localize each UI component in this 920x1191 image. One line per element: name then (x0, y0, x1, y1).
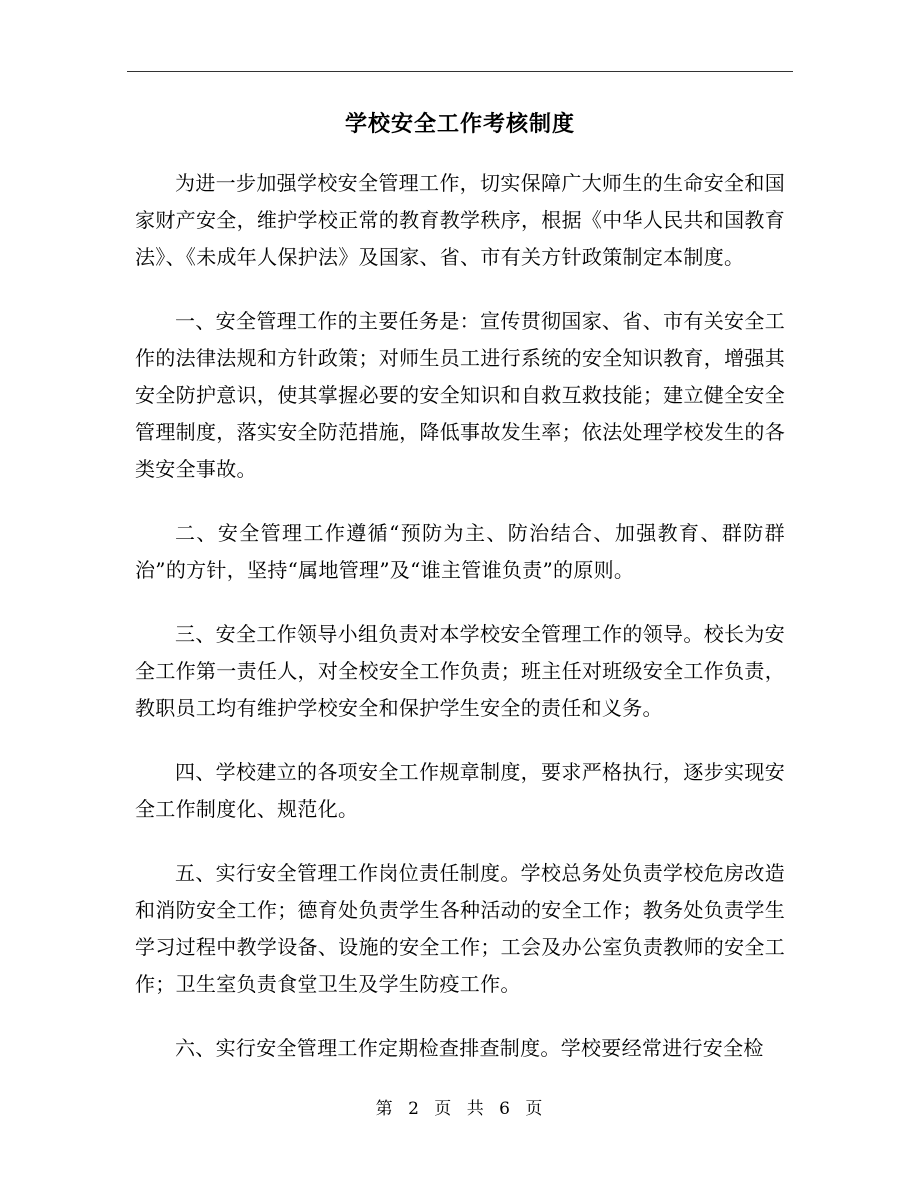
header-rule (127, 71, 793, 72)
paragraph-article-5: 五、实行安全管理工作岗位责任制度。学校总务处负责学校危房改造和消防安全工作；德育处负责学生各种活动的安全工作；教务处负责学生学习过程中教学设备、设施的安全工作；工会及办公室负责教师的安全工作；卫生室负责食堂卫生及学生防疫工作。 (135, 861, 785, 996)
paragraph-intro: 为进一步加强学校安全管理工作，切实保障广大师生的生命安全和国家财产安全，维护学校正常的教育教学秩序，根据《中华人民共和国教育法》、《未成年人保护法》及国家、省、市有关方针政策制定本制度。 (135, 171, 785, 269)
paragraph-article-2: 二、安全管理工作遵循“预防为主、防治结合、加强教育、群防群治”的方针，坚持“属地管理”及“谁主管谁负责”的原则。 (135, 521, 785, 582)
document-title: 学校安全工作考核制度 (344, 111, 575, 137)
paragraph-article-1: 一、安全管理工作的主要任务是：宣传贯彻国家、省、市有关安全工作的法律法规和方针政策；对师生员工进行系统的安全知识教育，增强其安全防护意识，使其掌握必要的安全知识和自救互救技能；建立健全安全管理制度，落实安全防范措施，降低事故发生率；依法处理学校发生的各类安全事故。 (135, 309, 785, 481)
document-body (135, 165, 785, 1094)
paragraph-article-4: 四、学校建立的各项安全工作规章制度，要求严格执行，逐步实现安全工作制度化、规范化。 (135, 760, 785, 821)
page-number-footer: 第 2 页 共 6 页 (375, 1099, 545, 1119)
paragraph-article-3: 三、安全工作领导小组负责对本学校安全管理工作的领导。校长为安全工作第一责任人，对全校安全工作负责；班主任对班级安全工作负责，教职员工均有维护学校安全和保护学生安全的责任和义务。 (135, 622, 785, 720)
paragraph-article-6: 六、实行安全管理工作定期检查排查制度。学校要经常进行安全检 (175, 1036, 764, 1060)
